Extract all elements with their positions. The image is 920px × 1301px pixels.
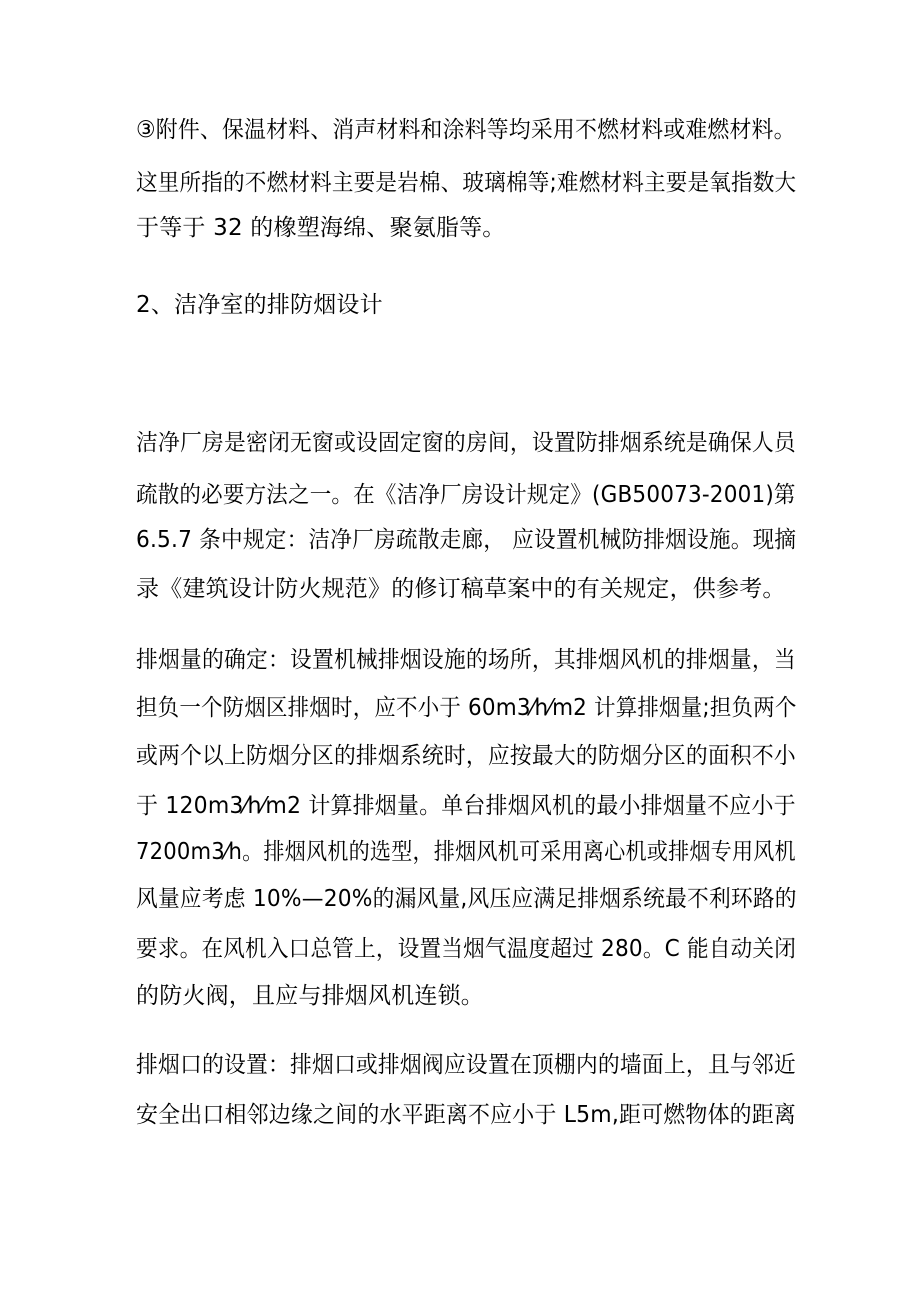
text-line: 风量应考虑 10%—20%的漏风量,风压应满足排烟系统最不利环路的 <box>136 886 797 912</box>
text-line: 安全出口相邻边缘之间的水平距离不应小于 L5m,距可燃物体的距离 <box>136 1102 797 1128</box>
section-heading-text: 2、洁净室的排防烟设计 <box>136 292 383 318</box>
text-line: 排烟量的确定：设置机械排烟设施的场所，其排烟风机的排烟量，当 <box>136 647 796 673</box>
text-line: ③附件、保温材料、消声材料和涂料等均采用不燃材料或难燃材料。 <box>136 117 796 143</box>
text-line: 这里所指的不燃材料主要是岩棉、玻璃棉等;难燃材料主要是氧指数大 <box>136 170 797 196</box>
text-line: 7200m3⁄h。排烟风机的选型，排烟风机可采用离心机或排烟专用风机 <box>136 839 796 865</box>
text-line: 于等于 32 的橡塑海绵、聚氨脂等。 <box>136 215 506 241</box>
text-line: 洁净厂房是密闭无窗或设固定窗的房间，设置防排烟系统是确保人员 <box>136 430 796 456</box>
text-line: 录《建筑设计防火规范》的修订稿草案中的有关规定，供参考。 <box>136 576 786 602</box>
text-line: 疏散的必要方法之一。在《洁净厂房设计规定》(GB50073-2001)第 <box>136 482 796 508</box>
text-line: 6.5.7 条中规定：洁净厂房疏散走廊， 应设置机械防排烟设施。现摘 <box>136 527 797 553</box>
text-line: 或两个以上防烟分区的排烟系统时，应按最大的防烟分区的面积不小 <box>136 743 796 769</box>
text-line: 要求。在风机入口总管上，设置当烟气温度超过 280。C 能自动关闭 <box>136 936 797 962</box>
text-line: 担负一个防烟区排烟时，应不小于 60m3⁄h⁄m2 计算排烟量;担负两个 <box>136 695 797 721</box>
text-line: 的防火阀，且应与排烟风机连锁。 <box>136 983 484 1009</box>
text-line: 排烟口的设置：排烟口或排烟阀应设置在顶棚内的墙面上，且与邻近 <box>136 1052 796 1078</box>
text-line: 于 120m3⁄h⁄m2 计算排烟量。单台排烟风机的最小排烟量不应小于 <box>136 793 796 819</box>
